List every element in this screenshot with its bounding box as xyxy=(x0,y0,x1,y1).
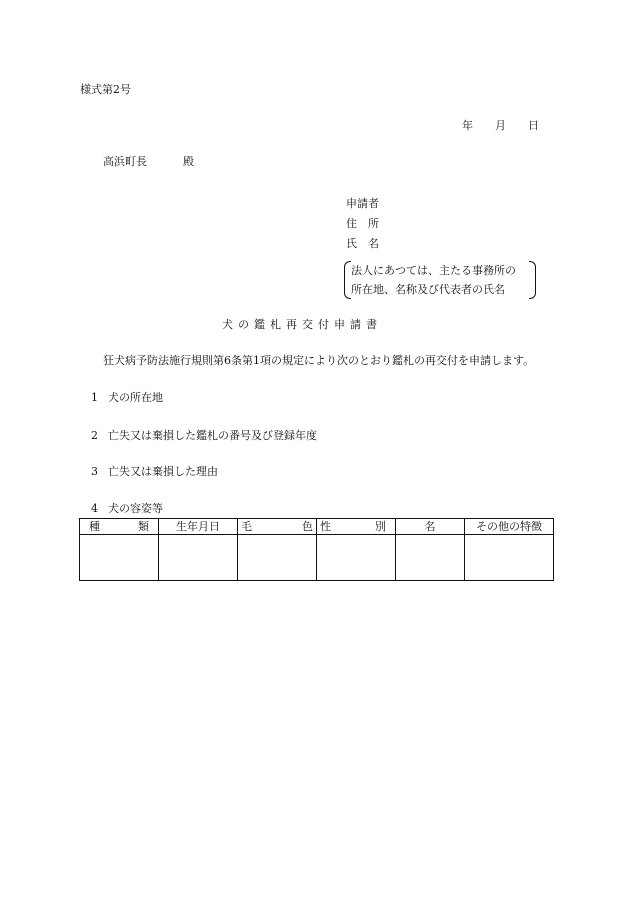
item-number: 1 xyxy=(91,391,98,404)
date-month: 月 xyxy=(495,119,506,132)
cell-coat-color[interactable] xyxy=(238,535,317,581)
cell-name[interactable] xyxy=(396,535,465,581)
cell-birthdate[interactable] xyxy=(159,535,238,581)
addressee xyxy=(103,156,194,167)
applicant-name-label: 氏 名 xyxy=(346,237,379,250)
header-name: 名 xyxy=(396,519,465,535)
header-other-features: その他の特徴 xyxy=(465,519,554,535)
corporate-note-text xyxy=(351,261,516,299)
left-bracket xyxy=(344,261,351,299)
corporate-note-line1: 法人にあつては、主たる事務所の xyxy=(351,264,516,277)
applicant-block xyxy=(346,194,379,254)
item-3 xyxy=(91,466,218,477)
form-number: 様式第2号 xyxy=(80,83,131,96)
addressee-name: 高浜町長 xyxy=(103,155,147,168)
dog-description-table xyxy=(79,518,554,581)
item-label: 亡失又は棄損した理由 xyxy=(108,465,218,478)
date-line xyxy=(462,120,539,131)
item-2 xyxy=(91,430,317,441)
cell-other-features[interactable] xyxy=(465,535,554,581)
right-bracket xyxy=(529,261,536,299)
corporate-note xyxy=(344,261,536,299)
addressee-honorific: 殿 xyxy=(183,155,194,168)
corporate-note-line2: 所在地、名称及び代表者の氏名 xyxy=(351,283,505,296)
cell-sex[interactable] xyxy=(317,535,396,581)
item-label: 犬の所在地 xyxy=(108,391,163,404)
header-breed: 種 類 xyxy=(80,519,159,535)
item-1 xyxy=(91,392,163,403)
item-number: 2 xyxy=(91,429,98,442)
body-text: 狂犬病予防法施行規則第6条第1項の規定により次のとおり鑑札の再交付を申請します。 xyxy=(103,354,535,367)
item-label: 亡失又は棄損した鑑札の番号及び登録年度 xyxy=(108,429,317,442)
item-label: 犬の容姿等 xyxy=(108,502,163,515)
item-4 xyxy=(91,503,163,514)
header-coat-color: 毛 色 xyxy=(238,519,317,535)
table-row xyxy=(80,535,554,581)
date-day: 日 xyxy=(528,119,539,132)
applicant-address-label: 住 所 xyxy=(346,217,379,230)
applicant-heading: 申請者 xyxy=(346,197,379,210)
item-number: 4 xyxy=(91,502,98,515)
item-number: 3 xyxy=(91,465,98,478)
header-birthdate: 生年月日 xyxy=(159,519,238,535)
date-year: 年 xyxy=(462,119,473,132)
document-title: 犬の鑑札再交付申請書 xyxy=(222,318,382,331)
table-header-row xyxy=(80,519,554,535)
header-sex: 性 別 xyxy=(317,519,396,535)
cell-breed[interactable] xyxy=(80,535,159,581)
